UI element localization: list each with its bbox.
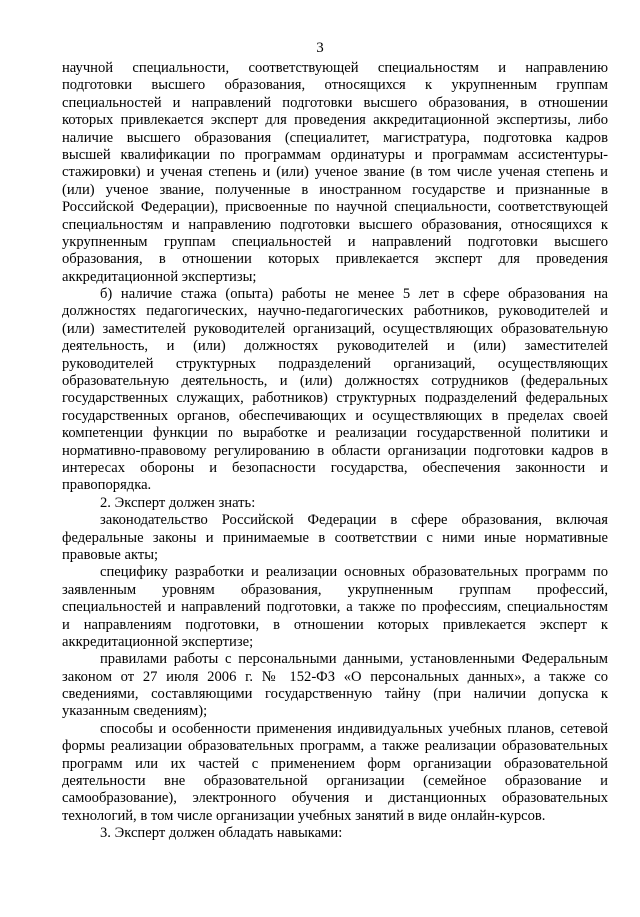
text-line: законом от 27 июля 2006 г. № 152-ФЗ «О персональных данных», а также со xyxy=(62,668,608,685)
text-line: специальностям и направлению подготовки высшего образования, относящихся к xyxy=(62,216,608,233)
text-line: технологий, в том числе организации учебных занятий в виде онлайн-курсов. xyxy=(62,807,546,824)
text-line: правилами работы с персональными данными, установленными Федеральным xyxy=(100,651,608,668)
text-line: б) наличие стажа (опыта) работы не менее 5 лет в сфере образования на xyxy=(100,286,608,303)
text-line: специфику разработки и реализации основных образовательных программ по xyxy=(100,564,608,581)
text-line: правопорядка. xyxy=(62,477,152,494)
text-line: законодательство Российской Федерации в сфере образования, включая xyxy=(100,512,608,529)
text-line: государственных служащих, работников) структурных подразделений федеральных xyxy=(62,390,608,407)
text-line: 2. Эксперт должен знать: xyxy=(100,494,256,511)
text-line: 3. Эксперт должен обладать навыками: xyxy=(100,825,343,842)
text-line: компетенции функции по выработке и реализации государственной политики и xyxy=(62,425,608,442)
text-line: нормативно-правовому регулированию в области организации подготовки кадров в xyxy=(62,442,608,459)
document-body xyxy=(62,60,608,843)
text-line: деятельности вне образовательной организации (семейное образование и xyxy=(62,773,608,790)
text-line: интересах обороны и безопасности государства, обеспечения законности и xyxy=(62,459,608,476)
text-line: аккредитационной экспертизы; xyxy=(62,268,257,285)
text-line: образовательную деятельность, и (или) должностях сотрудников (федеральных xyxy=(62,373,608,390)
text-line: научной специальности, соответствующей специальностям и направлению xyxy=(62,60,608,76)
text-line: (или) ученое звание, полученные в иностранном государстве и признанные в xyxy=(62,181,608,198)
text-line: (или) заместителей руководителей организаций, осуществляющих образовательную xyxy=(62,320,608,337)
text-line: подготовки высшего образования, относящихся к укрупненным группам xyxy=(62,77,608,94)
text-line: способы и особенности применения индивидуальных учебных планов, сетевой xyxy=(100,720,608,737)
text-line: должностях педагогических, научно-педагогических работников, руководителей и xyxy=(62,303,608,320)
text-line: правовые акты; xyxy=(62,546,159,563)
page-number: 3 xyxy=(316,40,324,56)
text-line: Российской Федерации), присвоенные по научной специальности, соответствующей xyxy=(62,199,608,216)
text-line: федеральные законы и принимаемые в соответствии с ними иные нормативные xyxy=(62,529,608,546)
text-line: аккредитационной экспертизе; xyxy=(62,633,254,650)
text-line: деятельность, и (или) должностях руководителей и (или) заместителей xyxy=(62,338,608,355)
text-line: заявленным уровням образования, укрупненным группам профессий, xyxy=(62,581,608,598)
text-line: руководителей структурных подразделений организаций, осуществляющих xyxy=(62,355,608,372)
text-line: которых привлекается эксперт для проведения аккредитационной экспертизы, либо xyxy=(62,112,608,129)
text-line: образования, в отношении которых привлекается эксперт для проведения xyxy=(62,251,608,268)
text-line: государственных органов, обеспечивающих и осуществляющих в пределах своей xyxy=(62,407,608,424)
text-line: формы реализации образовательных программ, а также реализации образовательных xyxy=(62,738,608,755)
text-line: сведениями, составляющими государственную тайну (при наличии допуска к xyxy=(62,686,608,703)
text-line: указанным сведениям); xyxy=(62,703,208,720)
text-line: самообразование), электронного обучения и дистанционных образовательных xyxy=(62,790,608,807)
text-line: программ или их частей с применением форм организации образовательной xyxy=(62,755,608,772)
text-line: стажировки) и ученая степень и (или) ученое звание (в том числе ученая степень и xyxy=(62,164,608,181)
text-line: наличие высшего образования (специалитет, магистратура, подготовка кадров xyxy=(62,129,608,146)
text-line: специальностей и направлений подготовки, а также по профессиям, специальностям xyxy=(62,599,608,616)
text-line: специальностей и направлений подготовки высшего образования, в отношении xyxy=(62,94,608,111)
text-line: высшей квалификации по программам ординатуры и программам ассистентуры- xyxy=(62,146,608,163)
text-line: и направлениям подготовки, в отношении которых привлекается эксперт к xyxy=(62,616,608,633)
text-line: укрупненным группам специальностей и направлений подготовки высшего xyxy=(62,233,608,250)
